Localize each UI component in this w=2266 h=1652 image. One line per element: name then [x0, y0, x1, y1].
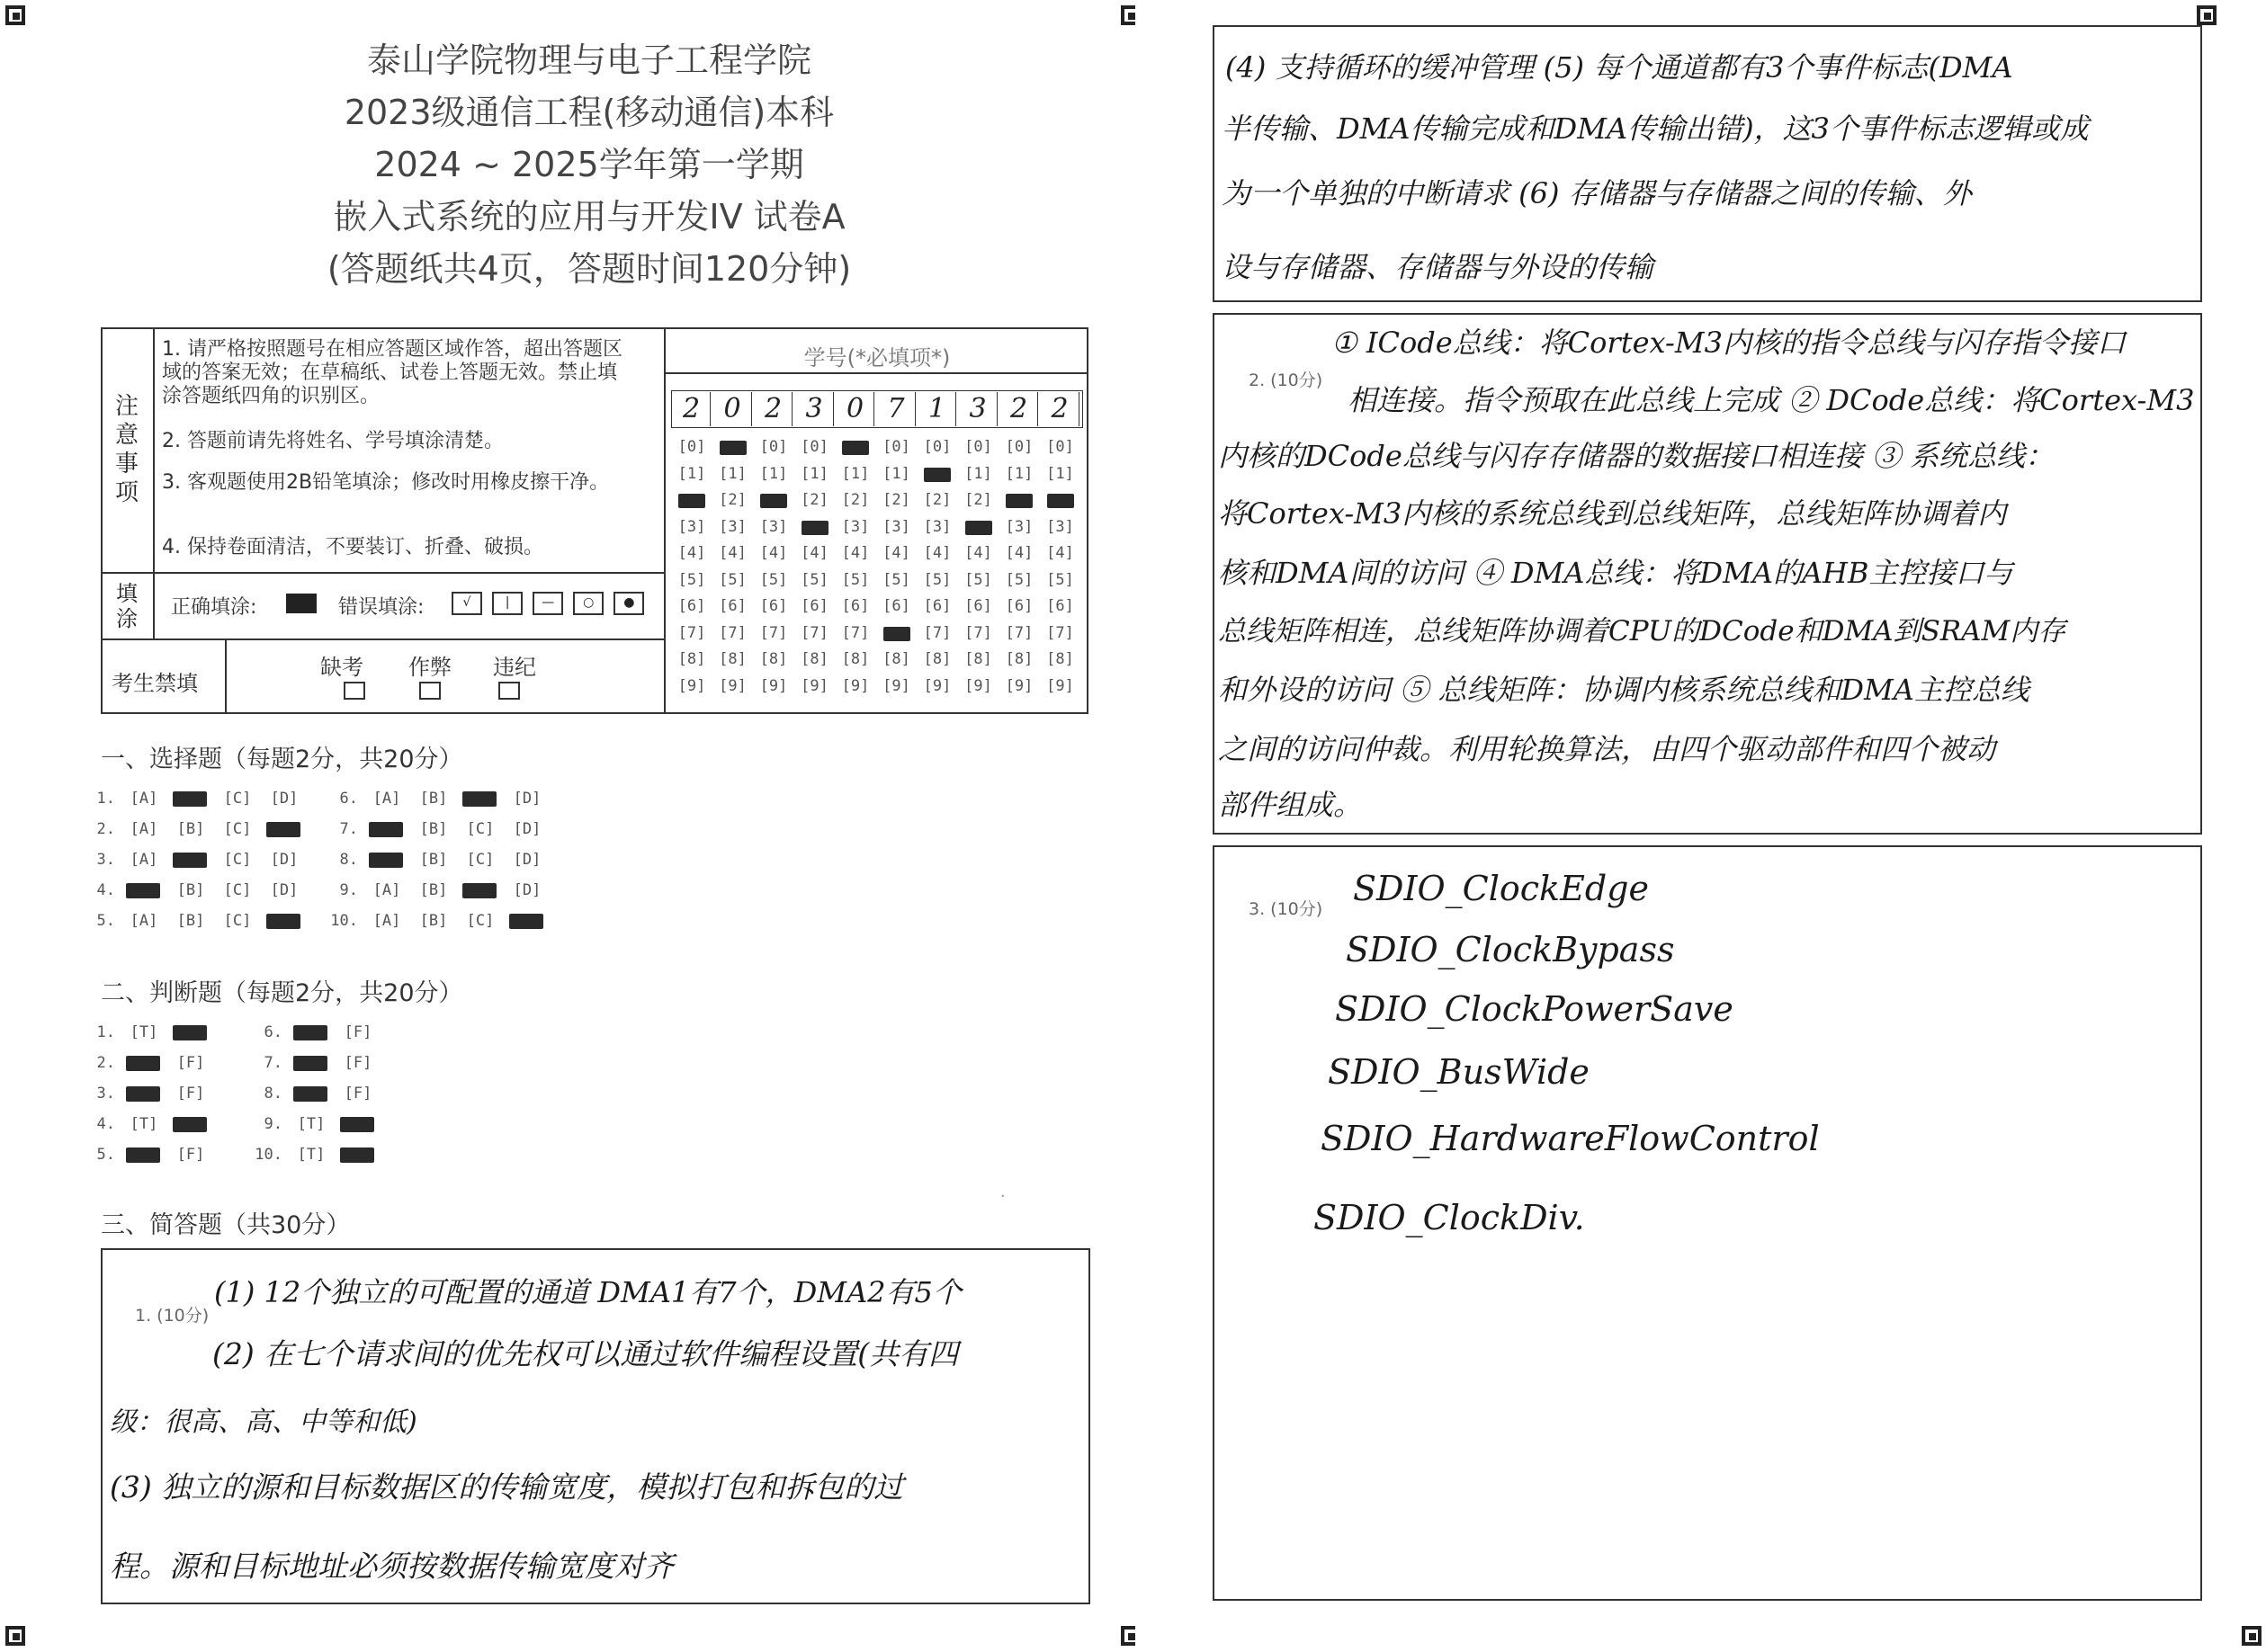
choice-bubble[interactable]: [A]	[130, 851, 158, 869]
student-id-bubble[interactable]: [3]	[882, 517, 910, 536]
student-id-title: 学号(*必填项*)	[803, 345, 951, 371]
exam-header	[90, 34, 1088, 295]
handwritten-line: 总线矩阵相连，总线矩阵协调着CPU的DCode和DMA到SRAM内存	[1218, 615, 2066, 647]
wrong-sample: |	[492, 592, 523, 615]
handwritten-line: SDIO_ClockDiv.	[1313, 1198, 1585, 1237]
student-id-bubble[interactable]: [6]	[1005, 597, 1034, 615]
student-id-bubble[interactable]: [4]	[759, 544, 788, 562]
student-id-bubble[interactable]: [5]	[1046, 570, 1074, 589]
header-line: 2024 ~ 2025学年第一学期	[374, 145, 804, 184]
student-id-bubble[interactable]: [8]	[719, 650, 747, 668]
student-id-bubble[interactable]: [8]	[759, 650, 788, 668]
judge-question-row	[243, 1146, 381, 1164]
notice-item: 3. 客观题使用2B铅笔填涂；修改时用橡皮擦干净。	[162, 471, 610, 494]
student-id-bubble[interactable]: [6]	[719, 597, 747, 615]
student-id-bubble[interactable]: [1]	[801, 464, 828, 483]
student-id-bubble[interactable]: [1]	[677, 464, 706, 483]
student-id-bubble[interactable]: [3]	[841, 517, 870, 536]
handwritten-line: SDIO_ClockPowerSave	[1335, 989, 1733, 1029]
student-id-bubble[interactable]: [2]	[841, 491, 870, 509]
header-line: 2023级通信工程(移动通信)本科	[344, 93, 835, 132]
judge-bubble[interactable]: [F]	[344, 1023, 372, 1041]
judge-question-row	[243, 1085, 381, 1103]
student-id-bubble[interactable]: [8]	[923, 650, 952, 668]
student-id-bubble[interactable]	[878, 624, 916, 642]
choice-bubble[interactable]: [D]	[270, 790, 299, 808]
question-number: 2.	[96, 1054, 115, 1072]
choice-bubble[interactable]: [C]	[466, 820, 495, 838]
question-number: 9.	[264, 1115, 282, 1133]
handwritten-line: 之间的访问仲裁。利用轮换算法，由四个驱动部件和四个被动	[1218, 732, 1996, 766]
judge-bubble[interactable]: [F]	[176, 1146, 205, 1164]
student-id-bubble[interactable]: [6]	[1046, 597, 1074, 615]
student-id-bubble[interactable]: [2]	[801, 491, 828, 509]
judge-question-row	[76, 1023, 214, 1041]
student-id-bubble[interactable]: [6]	[759, 597, 788, 615]
choice-question-row	[76, 820, 308, 838]
student-id-bubble[interactable]: [1]	[759, 464, 788, 483]
handwritten-line: 将Cortex-M3内核的系统总线到总线矩阵，总线矩阵协调着内	[1218, 496, 2007, 531]
choice-question-row	[318, 912, 551, 930]
judge-bubble[interactable]	[335, 1146, 381, 1164]
question-number: 1.	[96, 790, 115, 808]
judge-bubble[interactable]	[167, 1023, 214, 1041]
judge-bubble[interactable]	[121, 1054, 167, 1072]
judge-bubble[interactable]: [T]	[297, 1146, 326, 1164]
student-id-bubble[interactable]: [0]	[923, 438, 952, 456]
student-id-bubble[interactable]: [8]	[1046, 650, 1074, 668]
choice-bubble[interactable]: [D]	[513, 820, 542, 838]
section2-title: 二、判断题（每题2分，共20分）	[101, 979, 463, 1007]
student-id-bubble[interactable]: [7]	[1046, 623, 1074, 642]
student-id-bubble[interactable]: [4]	[677, 544, 706, 562]
student-id-bubble[interactable]: [4]	[801, 544, 828, 562]
wrong-sample: ●	[614, 592, 644, 615]
student-id-bubble[interactable]: [0]	[801, 438, 828, 456]
question-label: 1. (10分)	[135, 1306, 210, 1326]
choice-question-row	[318, 790, 551, 808]
student-id-digit: 1	[918, 392, 956, 426]
student-id-bubble[interactable]: [9]	[882, 676, 910, 695]
judge-bubble[interactable]	[288, 1085, 335, 1103]
student-id-digit: 2	[673, 392, 711, 426]
forbidden-label: 考生禁填	[112, 671, 198, 696]
choice-bubble[interactable]: [B]	[419, 881, 448, 899]
student-id-bubble[interactable]: [1]	[1046, 464, 1074, 483]
judge-question-row	[76, 1146, 214, 1164]
choice-bubble[interactable]: [A]	[372, 790, 401, 808]
student-id-bubble[interactable]: [7]	[923, 623, 952, 642]
answer-sheet-page-right	[1135, 0, 2266, 1652]
correct-fill-sample	[286, 594, 317, 613]
student-id-bubble[interactable]	[755, 491, 793, 509]
student-id-digit: 0	[837, 392, 874, 426]
choice-bubble[interactable]: [C]	[223, 790, 252, 808]
question-number: 4.	[96, 881, 115, 899]
handwritten-line: (2) 在七个请求间的优先权可以通过软件编程设置(共有四	[212, 1336, 959, 1371]
handwritten-line: (1) 12个独立的可配置的通道 DMA1有7个，DMA2有5个	[214, 1275, 962, 1309]
wrong-fill-label: 错误填涂:	[338, 596, 425, 619]
student-id-bubble[interactable]: [4]	[719, 544, 747, 562]
handwritten-line: 和外设的访问 ⑤ 总线矩阵：协调内核系统总线和DMA主控总线	[1218, 673, 2029, 707]
choice-bubble[interactable]	[261, 820, 308, 838]
judge-bubble[interactable]: [F]	[176, 1054, 205, 1072]
student-id-bubble[interactable]: [3]	[1046, 517, 1074, 536]
choice-bubble[interactable]: [D]	[513, 881, 542, 899]
question-number: 6.	[339, 790, 358, 808]
judge-bubble[interactable]: [T]	[297, 1115, 326, 1133]
judge-bubble[interactable]	[121, 1146, 167, 1164]
choice-bubble[interactable]: [B]	[419, 851, 448, 869]
wrong-sample: ○	[573, 592, 604, 615]
student-id-bubble[interactable]: [5]	[677, 570, 706, 589]
choice-question-row	[76, 881, 308, 899]
student-id-bubble[interactable]: [9]	[964, 676, 992, 695]
question-number: 10.	[255, 1146, 282, 1164]
choice-bubble[interactable]	[363, 820, 410, 838]
handwritten-line: 为一个单独的中断请求 (6) 存储器与存储器之间的传输、外	[1222, 176, 1972, 210]
student-id-bubble[interactable]: [5]	[719, 570, 747, 589]
student-id-bubble[interactable]	[918, 465, 956, 483]
notice-item: 4. 保持卷面清洁，不要装订、折叠、破损。	[162, 536, 543, 558]
student-id-bubble[interactable]: [6]	[923, 597, 952, 615]
student-id-bubble[interactable]: [0]	[677, 438, 706, 456]
student-id-bubble[interactable]: [7]	[964, 623, 992, 642]
student-id-bubble[interactable]: [1]	[841, 464, 870, 483]
choice-bubble[interactable]: [B]	[176, 820, 205, 838]
choice-bubble[interactable]: [A]	[130, 912, 158, 930]
wrong-fill-samples	[452, 592, 649, 615]
handwritten-line: 设与存储器、存储器与外设的传输	[1222, 250, 1654, 284]
student-id-bubble[interactable]: [0]	[964, 438, 992, 456]
question-number: 8.	[264, 1085, 282, 1103]
choice-bubble[interactable]: [C]	[223, 851, 252, 869]
absent-label: 缺考	[320, 655, 363, 680]
choice-question-row	[76, 851, 308, 869]
student-id-bubble[interactable]: [5]	[1005, 570, 1034, 589]
student-id-bubble[interactable]: [8]	[841, 650, 870, 668]
notice-item: 2. 答题前请先将姓名、学号填涂清楚。	[162, 430, 504, 452]
student-id-bubble[interactable]: [1]	[719, 464, 747, 483]
student-id-bubble[interactable]	[960, 518, 998, 536]
choice-bubble[interactable]: [D]	[513, 851, 542, 869]
handwritten-line: SDIO_BusWide	[1328, 1052, 1590, 1092]
student-id-bubble[interactable]: [0]	[1046, 438, 1074, 456]
choice-bubble[interactable]	[167, 790, 214, 808]
choice-bubble[interactable]: [C]	[466, 912, 495, 930]
student-id-bubble[interactable]	[837, 438, 874, 456]
cheat-label: 作弊	[408, 655, 452, 680]
question-number: 7.	[264, 1054, 282, 1072]
violation-label: 违纪	[493, 655, 536, 680]
student-id-bubble[interactable]: [7]	[1005, 623, 1034, 642]
correct-fill-label: 正确填涂:	[171, 596, 257, 619]
student-id-bubble[interactable]: [2]	[719, 491, 747, 509]
question-number: 4.	[96, 1115, 115, 1133]
student-id-bubble[interactable]: [9]	[1005, 676, 1034, 695]
student-id-bubble[interactable]: [5]	[759, 570, 788, 589]
student-id-bubble[interactable]: [7]	[759, 623, 788, 642]
choice-bubble[interactable]: [C]	[466, 851, 495, 869]
question-number: 5.	[96, 1146, 115, 1164]
header-line: 嵌入式系统的应用与开发IV 试卷A	[333, 197, 846, 237]
student-id-bubble[interactable]: [4]	[882, 544, 910, 562]
question-label: 2. (10分)	[1249, 371, 1323, 390]
student-id-bubble[interactable]: [1]	[1005, 464, 1034, 483]
choice-bubble[interactable]	[121, 881, 167, 899]
student-id-bubble[interactable]: [7]	[801, 623, 828, 642]
question-number: 2.	[96, 820, 115, 838]
student-id-bubble[interactable]: [0]	[759, 438, 788, 456]
choice-bubble[interactable]	[261, 912, 308, 930]
student-id-digit: 2	[1042, 392, 1079, 426]
student-id-bubble[interactable]: [4]	[923, 544, 952, 562]
student-id-bubble[interactable]: [0]	[1005, 438, 1034, 456]
student-id-digit: 3	[960, 392, 998, 426]
student-id-bubble[interactable]: [6]	[841, 597, 870, 615]
choice-bubble[interactable]	[457, 881, 504, 899]
student-id-bubble[interactable]: [6]	[801, 597, 828, 615]
handwritten-line: 内核的DCode总线与闪存存储器的数据接口相连接 ③ 系统总线：	[1218, 439, 2055, 473]
choice-bubble[interactable]	[363, 851, 410, 869]
student-id-bubble[interactable]: [6]	[964, 597, 992, 615]
student-id-bubble[interactable]	[714, 438, 752, 456]
student-id-bubble[interactable]: [8]	[964, 650, 992, 668]
judge-bubble[interactable]	[335, 1115, 381, 1133]
student-id-bubble[interactable]: [5]	[841, 570, 870, 589]
student-id-digit: 2	[755, 392, 793, 426]
judge-question-row	[243, 1115, 381, 1133]
notice-label: 注意事项	[114, 393, 139, 506]
choice-bubble[interactable]: [C]	[223, 912, 252, 930]
student-id-bubble[interactable]: [3]	[923, 517, 952, 536]
handwritten-line: ① ICode总线：将Cortex-M3内核的指令总线与闪存指令接口	[1331, 326, 2126, 360]
choice-bubble[interactable]: [B]	[419, 790, 448, 808]
student-id-bubble[interactable]: [2]	[882, 491, 910, 509]
student-id-bubble[interactable]: [8]	[677, 650, 706, 668]
notice-item: 1. 请严格按照题号在相应答题区域作答，超出答题区域的答案无效；在草稿纸、试卷上答题无效。禁止填涂答题纸四角的识别区。	[162, 338, 622, 407]
choice-bubble[interactable]: [B]	[419, 820, 448, 838]
judge-bubble[interactable]	[121, 1085, 167, 1103]
student-id-bubble[interactable]: [5]	[923, 570, 952, 589]
choice-bubble[interactable]: [C]	[223, 881, 252, 899]
question-number: 8.	[339, 851, 358, 869]
handwritten-line: 核和DMA间的访问 ④ DMA总线：将DMA的AHB主控接口与	[1218, 556, 2013, 590]
handwritten-line: 级：很高、高、中等和低)	[110, 1406, 417, 1438]
question-number: 3.	[96, 851, 115, 869]
student-id-bubble[interactable]: [3]	[677, 517, 706, 536]
corner-mark-bottom-right	[2242, 1626, 2262, 1646]
question-number: 3.	[96, 1085, 115, 1103]
student-id-bubble[interactable]: [7]	[677, 623, 706, 642]
corner-mark-top-left	[5, 5, 25, 25]
judge-bubble[interactable]: [F]	[176, 1085, 205, 1103]
section3-title: 三、简答题（共30分）	[101, 1211, 351, 1239]
choice-bubble[interactable]	[167, 851, 214, 869]
choice-bubble[interactable]: [D]	[513, 790, 542, 808]
question-number: 9.	[339, 881, 358, 899]
wrong-sample: √	[452, 592, 482, 615]
judge-question-row	[243, 1023, 381, 1041]
choice-bubble[interactable]: [C]	[223, 820, 252, 838]
handwritten-line: (3) 独立的源和目标数据区的传输宽度，模拟打包和拆包的过	[110, 1469, 904, 1505]
question-number: 6.	[264, 1023, 282, 1041]
choice-bubble[interactable]: [A]	[130, 790, 158, 808]
choice-question-row	[76, 790, 308, 808]
handwritten-line: SDIO_HardwareFlowControl	[1321, 1119, 1820, 1158]
wrong-sample: —	[533, 592, 563, 615]
choice-question-row	[318, 881, 551, 899]
absent-checkbox[interactable]	[344, 682, 365, 700]
handwritten-line: SDIO_ClockBypass	[1346, 930, 1675, 969]
choice-bubble[interactable]: [D]	[270, 881, 299, 899]
student-id-bubble[interactable]: [8]	[801, 650, 828, 668]
student-id-bubble[interactable]: [1]	[882, 464, 910, 483]
question-label: 3. (10分)	[1249, 899, 1323, 919]
stray-mark: ·	[1000, 1187, 1006, 1206]
student-id-bubble[interactable]: [9]	[719, 676, 747, 695]
judge-bubble[interactable]: [F]	[344, 1085, 372, 1103]
student-id-bubble[interactable]: [9]	[1046, 676, 1074, 695]
choice-bubble[interactable]: [B]	[419, 912, 448, 930]
choice-bubble[interactable]: [A]	[372, 912, 401, 930]
handwritten-line: 程。源和目标地址必须按数据传输宽度对齐	[110, 1549, 674, 1584]
student-id-bubble[interactable]: [8]	[882, 650, 910, 668]
judge-bubble[interactable]	[288, 1023, 335, 1041]
student-id-digit: 0	[714, 392, 752, 426]
judge-bubble[interactable]: [F]	[344, 1054, 372, 1072]
handwritten-line: (4) 支持循环的缓冲管理 (5) 每个通道都有3个事件标志(DMA	[1225, 50, 2013, 85]
choice-question-row	[318, 820, 551, 838]
student-id-digit: 7	[878, 392, 916, 426]
student-id-bubble[interactable]: [4]	[1005, 544, 1034, 562]
choice-bubble[interactable]: [A]	[130, 820, 158, 838]
student-id-bubble[interactable]	[796, 518, 834, 536]
handwritten-line: 半传输、DMA传输完成和DMA传输出错)，这3个事件标志逻辑或成	[1222, 112, 2089, 146]
choice-bubble[interactable]	[504, 912, 551, 930]
student-id-bubble[interactable]: [9]	[759, 676, 788, 695]
fill-label: 填涂	[116, 581, 138, 631]
student-id-bubble[interactable]: [2]	[964, 491, 992, 509]
choice-bubble[interactable]: [A]	[372, 881, 401, 899]
judge-question-row	[76, 1085, 214, 1103]
judge-bubble[interactable]: [T]	[130, 1115, 158, 1133]
choice-bubble[interactable]	[457, 790, 504, 808]
student-id-bubble[interactable]: [7]	[841, 623, 870, 642]
judge-question-row	[76, 1054, 214, 1072]
question-number: 7.	[339, 820, 358, 838]
student-id-bubble[interactable]: [5]	[801, 570, 828, 589]
choice-question-row	[76, 912, 308, 930]
judge-bubble[interactable]	[288, 1054, 335, 1072]
section1-title: 一、选择题（每题2分，共20分）	[101, 746, 463, 773]
student-id-bubble[interactable]	[1042, 491, 1079, 509]
student-id-bubble[interactable]: [4]	[1046, 544, 1074, 562]
judge-bubble[interactable]: [T]	[130, 1023, 158, 1041]
question-number: 1.	[96, 1023, 115, 1041]
student-id-bubble[interactable]: [3]	[719, 517, 747, 536]
student-id-digit: 3	[796, 392, 834, 426]
student-id-bubble[interactable]: [5]	[964, 570, 992, 589]
student-id-bubble[interactable]: [4]	[964, 544, 992, 562]
student-id-bubble[interactable]: [9]	[841, 676, 870, 695]
student-id-bubble[interactable]	[673, 491, 711, 509]
handwritten-line: 部件组成。	[1218, 788, 1363, 822]
violation-checkbox[interactable]	[498, 682, 520, 700]
judge-question-row	[76, 1115, 214, 1133]
choice-bubble[interactable]: [D]	[270, 851, 299, 869]
choice-bubble[interactable]: [B]	[176, 912, 205, 930]
judge-bubble[interactable]	[167, 1115, 214, 1133]
student-id-digit: 2	[1000, 392, 1038, 426]
question-number: 5.	[96, 912, 115, 930]
student-id-bubble[interactable]: [3]	[759, 517, 788, 536]
student-id-bubble[interactable]: [6]	[677, 597, 706, 615]
header-line: (答题纸共4页，答题时间120分钟)	[327, 249, 852, 289]
judge-question-row	[243, 1054, 381, 1072]
student-id-bubble[interactable]: [0]	[882, 438, 910, 456]
student-id-bubble[interactable]: [2]	[923, 491, 952, 509]
corner-mark-bottom-left	[5, 1626, 25, 1646]
cheat-checkbox[interactable]	[419, 682, 441, 700]
handwritten-line: 相连接。指令预取在此总线上完成 ② DCode总线：将Cortex-M3	[1348, 383, 2195, 417]
student-id-bubble[interactable]	[1000, 491, 1038, 509]
student-id-bubble[interactable]: [4]	[841, 544, 870, 562]
student-id-bubble[interactable]: [9]	[801, 676, 828, 695]
question-number: 10.	[330, 912, 358, 930]
student-id-bubble[interactable]: [1]	[964, 464, 992, 483]
student-id-bubble[interactable]: [7]	[719, 623, 747, 642]
corner-mark-top-right	[2197, 5, 2217, 25]
choice-bubble[interactable]: [B]	[176, 881, 205, 899]
student-id-bubble[interactable]: [9]	[923, 676, 952, 695]
student-id-bubble[interactable]: [6]	[882, 597, 910, 615]
handwritten-line: SDIO_ClockEdge	[1353, 869, 1649, 908]
student-id-bubble[interactable]: [8]	[1005, 650, 1034, 668]
student-id-bubble[interactable]: [9]	[677, 676, 706, 695]
header-line: 泰山学院物理与电子工程学院	[366, 40, 811, 80]
student-id-bubble[interactable]: [5]	[882, 570, 910, 589]
student-id-bubble[interactable]: [3]	[1005, 517, 1034, 536]
choice-question-row	[318, 851, 551, 869]
